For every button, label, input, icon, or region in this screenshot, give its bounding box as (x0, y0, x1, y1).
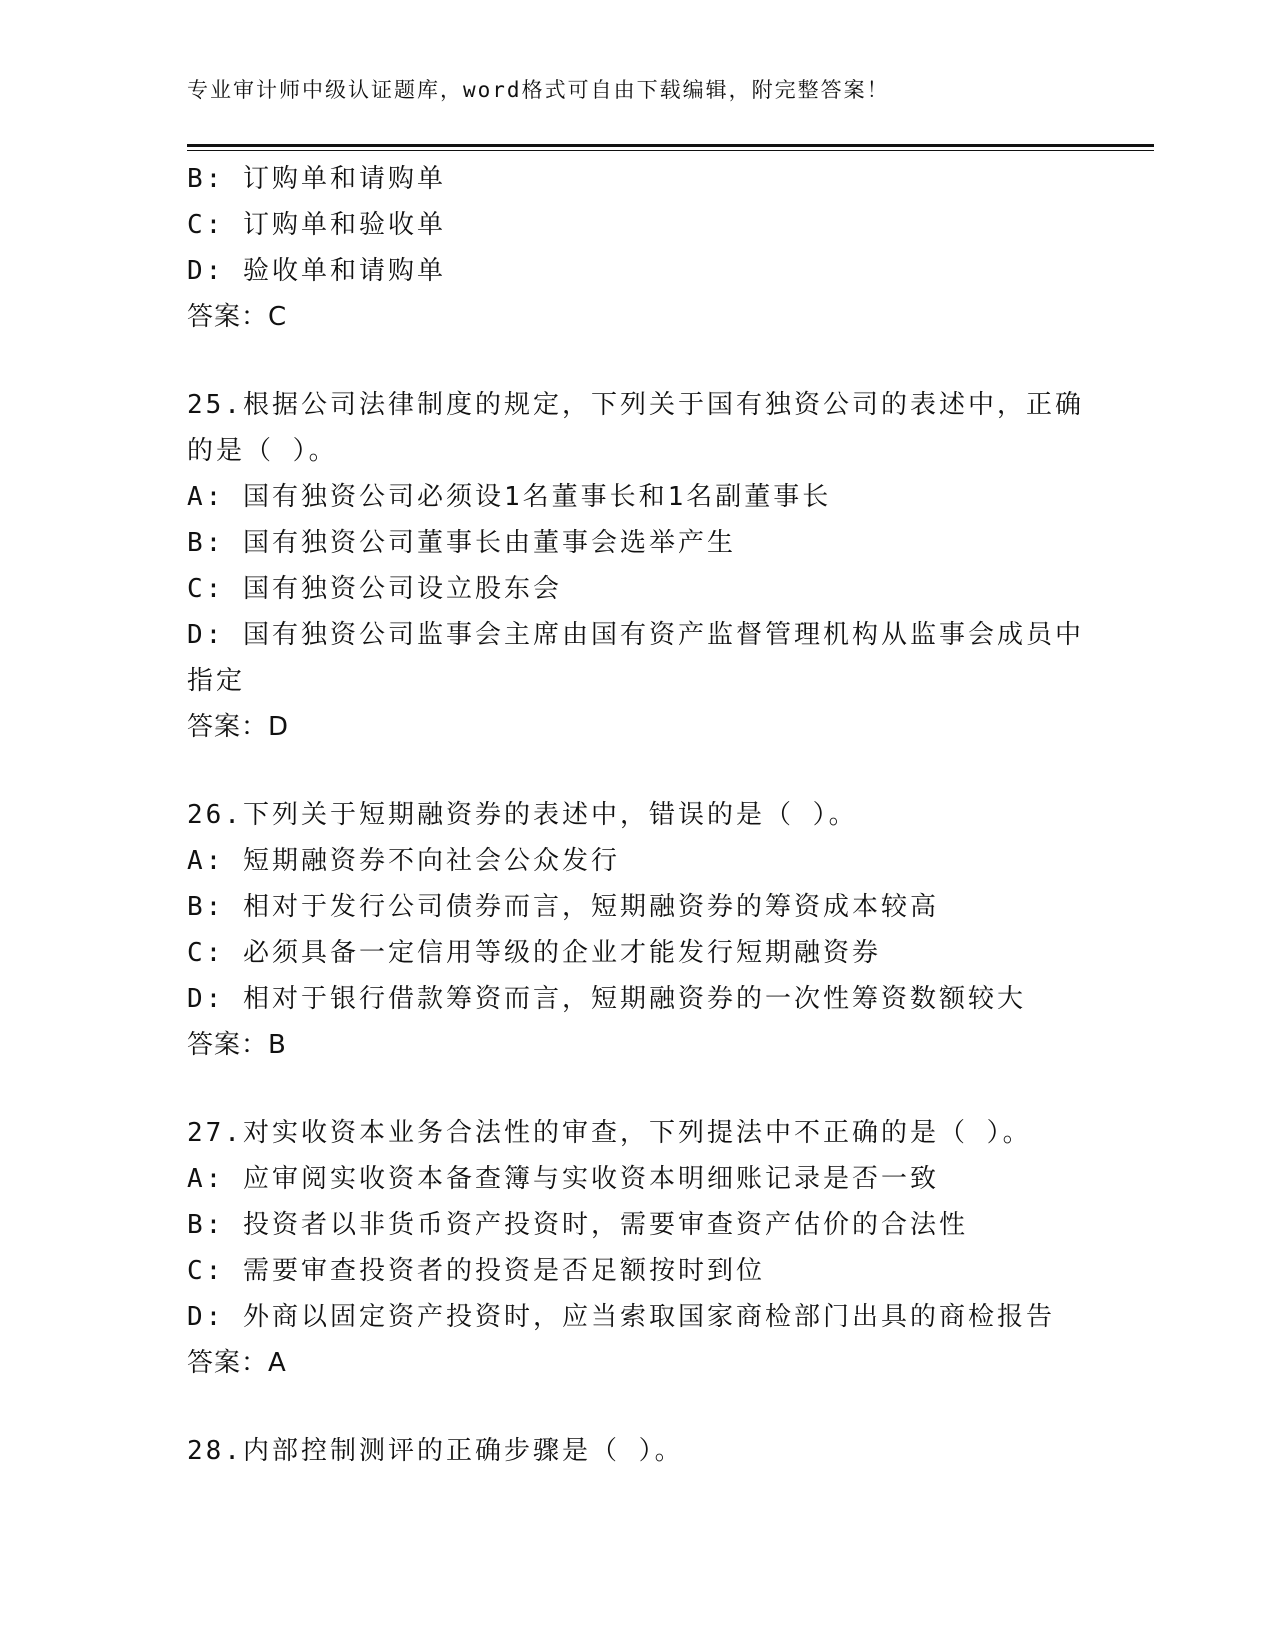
answer-line: 答案：B (187, 1030, 287, 1060)
option-a: A: 应审阅实收资本备查簿与实收资本明细账记录是否一致 (187, 1164, 939, 1194)
answer-line: 答案：D (187, 712, 290, 742)
question-stem-line-1: 27.对实收资本业务合法性的审查，下列提法中不正确的是（ ）。 (187, 1118, 1032, 1148)
option-a: A: 国有独资公司必须设1名董事长和1名副董事长 (187, 482, 832, 512)
option-d: D: 国有独资公司监事会主席由国有资产监督管理机构从监事会成员中 (187, 620, 1084, 650)
option-c: C: 必须具备一定信用等级的企业才能发行短期融资券 (187, 938, 881, 968)
option-c: C: 需要审查投资者的投资是否足额按时到位 (187, 1256, 765, 1286)
option-d: D: 外商以固定资产投资时，应当索取国家商检部门出具的商检报告 (187, 1302, 1055, 1332)
header-divider-thin (187, 150, 1154, 151)
option-b: B: 国有独资公司董事长由董事会选举产生 (187, 528, 736, 558)
answer-line: 答案：C (187, 302, 288, 332)
option-b: B: 投资者以非货币资产投资时，需要审查资产估价的合法性 (187, 1210, 968, 1240)
answer-line: 答案：A (187, 1348, 287, 1378)
question-24-continued (187, 156, 1087, 340)
option-d: D: 相对于银行借款筹资而言，短期融资券的一次性筹资数额较大 (187, 984, 1026, 1014)
page-header: 专业审计师中级认证题库，word格式可自由下载编辑，附完整答案！ (187, 78, 890, 102)
question-26 (187, 792, 1087, 1068)
question-27 (187, 1110, 1087, 1386)
option-a: A: 短期融资券不向社会公众发行 (187, 846, 620, 876)
question-stem-line-2: 的是（ ）。 (187, 436, 338, 466)
question-stem-line-1: 25.根据公司法律制度的规定，下列关于国有独资公司的表述中，正确 (187, 390, 1084, 420)
question-25 (187, 382, 1087, 750)
question-stem-line-1: 28.内部控制测评的正确步骤是（ ）。 (187, 1436, 684, 1466)
option-d: D: 验收单和请购单 (187, 256, 446, 286)
question-stem-line-1: 26.下列关于短期融资券的表述中，错误的是（ ）。 (187, 800, 858, 830)
option-c: C: 订购单和验收单 (187, 210, 446, 240)
question-list (187, 156, 1087, 1474)
option-c: C: 国有独资公司设立股东会 (187, 574, 562, 604)
question-28 (187, 1428, 1087, 1474)
option-d-continued: 指定 (187, 666, 246, 696)
header-divider-thick (187, 144, 1154, 147)
option-b: B: 订购单和请购单 (187, 164, 446, 194)
option-b: B: 相对于发行公司债券而言，短期融资券的筹资成本较高 (187, 892, 939, 922)
